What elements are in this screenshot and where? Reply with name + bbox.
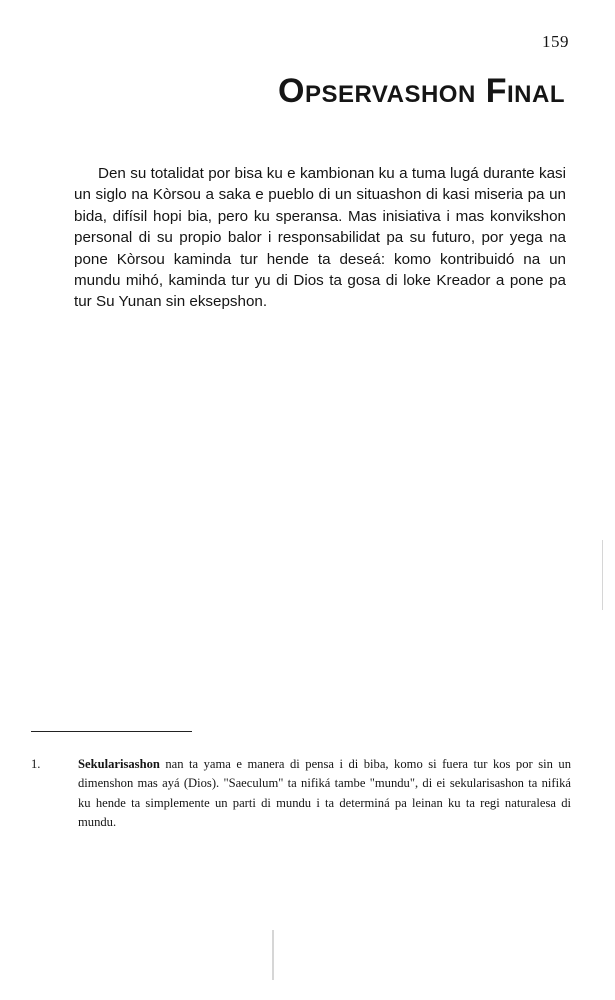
footnote-term: Sekularisashon: [78, 757, 160, 771]
scan-artifact-line: [272, 930, 274, 980]
page-number: 159: [542, 32, 569, 51]
footnote-separator: [31, 731, 192, 732]
body-paragraph: Den su totalidat por bisa ku e kambionan ku a tuma lugá durante kasi un siglo na Kòrsou a saka e pueblo di un situashon di kasi miseria pa un bida, difísil hopi bia, pero ku speransa. Mas inisiativa i mas konvikshon personal di su propio balor i responsabilidat pa su futuro, por yega na pone Kòrsou kaminda tur hende ta deseá: komo kontribuidó na un mundu mihó, kaminda tur yu di Dios ta gosa di loke Kreador a pone pa tur Su Yunan sin eksepshon.: [74, 165, 566, 311]
scan-artifact-line: [602, 540, 603, 610]
footnote-number: 1.: [31, 757, 41, 771]
footnote-body: [78, 755, 571, 833]
chapter-title: Opservashon Final: [278, 72, 565, 110]
footnote-text: nan ta yama e manera di pensa i di biba, komo si fuera tur kos por sin un dimenshon mas ayá (Dios). "Saeculum" ta nifiká tambe "mundu", di ei sekularisashon ta nifiká ku hende ta simplemente un parti di mundu i ta determiná pa leinan ku ta regi naturalesa di mundu.: [78, 757, 571, 830]
footnote: [31, 755, 571, 833]
